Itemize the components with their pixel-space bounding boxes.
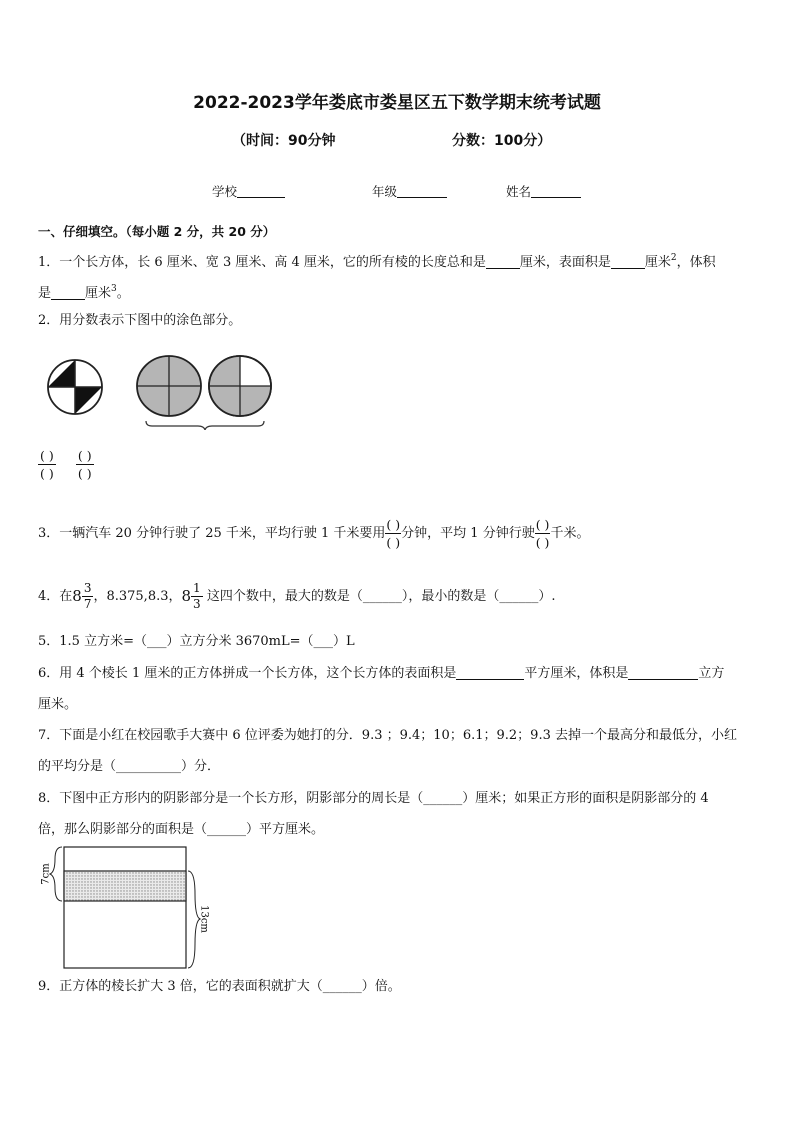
q6-text-c: 立方 [698, 666, 725, 681]
q1-sup-2: 2 [670, 253, 677, 263]
grade-blank[interactable] [397, 183, 447, 198]
grade-field [372, 182, 447, 200]
q4-mixed-number-2: 8 $\frac{1}{3}$ [181, 580, 201, 611]
brace-icon-right [188, 871, 200, 968]
q1-text-c: 厘米 [644, 255, 671, 270]
q3-text-a: 3．一辆汽车 20 分钟行驶了 25 千米，平均行驶 1 千米要用 [38, 526, 386, 541]
brace-icon-left [50, 847, 62, 901]
question-9: 9．正方体的棱长扩大 3 倍，它的表面积就扩大（______）倍。 [38, 979, 401, 994]
q3-fraction-blank-2[interactable]: $\frac{( )}{( )}$ [535, 517, 550, 550]
question-6-line2: 厘米。 [38, 697, 78, 712]
circle-figure-1 [48, 360, 102, 414]
section-heading: 一、仔细填空。（每小题 2 分，共 20 分） [38, 224, 276, 239]
q3-fraction-blank-1[interactable]: $\frac{( )}{( )}$ [386, 517, 401, 550]
question-4 [38, 576, 760, 617]
score-label: 分数：100分） [452, 133, 552, 149]
q4-text-c: 这四个数中，最大的数是（______），最小的数是（______）. [206, 588, 556, 604]
grade-label: 年级 [372, 184, 398, 199]
circle-figure-3 [209, 356, 271, 416]
question-3 [38, 515, 760, 553]
circle-figure-2 [137, 356, 201, 416]
question-6 [38, 658, 760, 690]
q1-text-d: ，体积 [676, 255, 716, 270]
question-2: 2．用分数表示下图中的涂色部分。 [38, 313, 242, 328]
q1-text-f: 厘米 [85, 286, 112, 301]
q6-blank-2[interactable] [628, 665, 698, 680]
q1-blank-2[interactable] [611, 254, 645, 269]
q2-fraction-1[interactable]: $\frac{( )}{( )}$ [40, 448, 54, 481]
q1-text-b: 厘米，表面积是 [519, 255, 611, 270]
q4-text-b: ，8.375,8.3， [93, 588, 182, 604]
question-7: 7．下面是小红在校园歌手大赛中 6 位评委为她打的分．9.3 ；9.4；10；6.1；9.2；9.3 去掉一个最高分和最低分，小红 [38, 728, 737, 743]
square-outline [64, 847, 186, 968]
q2-answer-fractions [38, 447, 94, 482]
time-label: （时间：90分钟 [232, 133, 336, 149]
name-blank[interactable] [531, 183, 581, 198]
page-title: 2022-2023学年娄底市娄星区五下数学期末统考试题 [193, 93, 601, 113]
q3-text-b: 分钟，平均 1 分钟行驶 [401, 526, 535, 541]
q2-figure [40, 350, 280, 430]
q1-text-g: 。 [116, 286, 130, 301]
school-field [212, 182, 285, 200]
name-label: 姓名 [506, 184, 532, 199]
q1-text-e: 是 [38, 286, 52, 301]
school-blank[interactable] [237, 183, 285, 198]
q1-blank-1[interactable] [486, 254, 520, 269]
q1-sup-3: 3 [111, 284, 117, 294]
q2-fraction-2[interactable]: $\frac{( )}{( )}$ [77, 448, 92, 481]
brace-icon [146, 421, 264, 430]
q8-square-figure [36, 842, 216, 972]
q6-text-b: 平方厘米，体积是 [524, 666, 629, 681]
question-8-line2: 倍，那么阴影部分的面积是（______）平方厘米。 [38, 822, 325, 837]
q6-text-a: 6．用 4 个棱长 1 厘米的正方体拼成一个长方体，这个长方体的表面积是 [38, 666, 457, 681]
question-7-line2: 的平均分是（__________）分． [38, 759, 221, 774]
q4-mixed-number-1: 8 $\frac{3}{7}$ [72, 580, 92, 611]
question-5: 5．1.5 立方米=（___）立方分米 3670mL=（___）L [38, 634, 355, 649]
school-label: 学校 [212, 184, 238, 199]
q1-blank-3[interactable] [51, 285, 85, 300]
label-7cm: 7cm [40, 863, 52, 885]
name-field [506, 182, 581, 200]
q4-text-a: 4．在 [38, 588, 73, 604]
q3-text-c: 千米。 [550, 526, 590, 541]
label-13cm: 13cm [198, 905, 210, 933]
shaded-rectangle [64, 871, 186, 901]
q6-blank-1[interactable] [456, 665, 524, 680]
q1-text-a: 1．一个长方体，长 6 厘米、宽 3 厘米、高 4 厘米，它的所有棱的长度总和是 [38, 255, 486, 270]
question-8: 8．下图中正方形内的阴影部分是一个长方形，阴影部分的周长是（______）厘米；如果正方形的面积是阴影部分的 4 [38, 791, 709, 806]
